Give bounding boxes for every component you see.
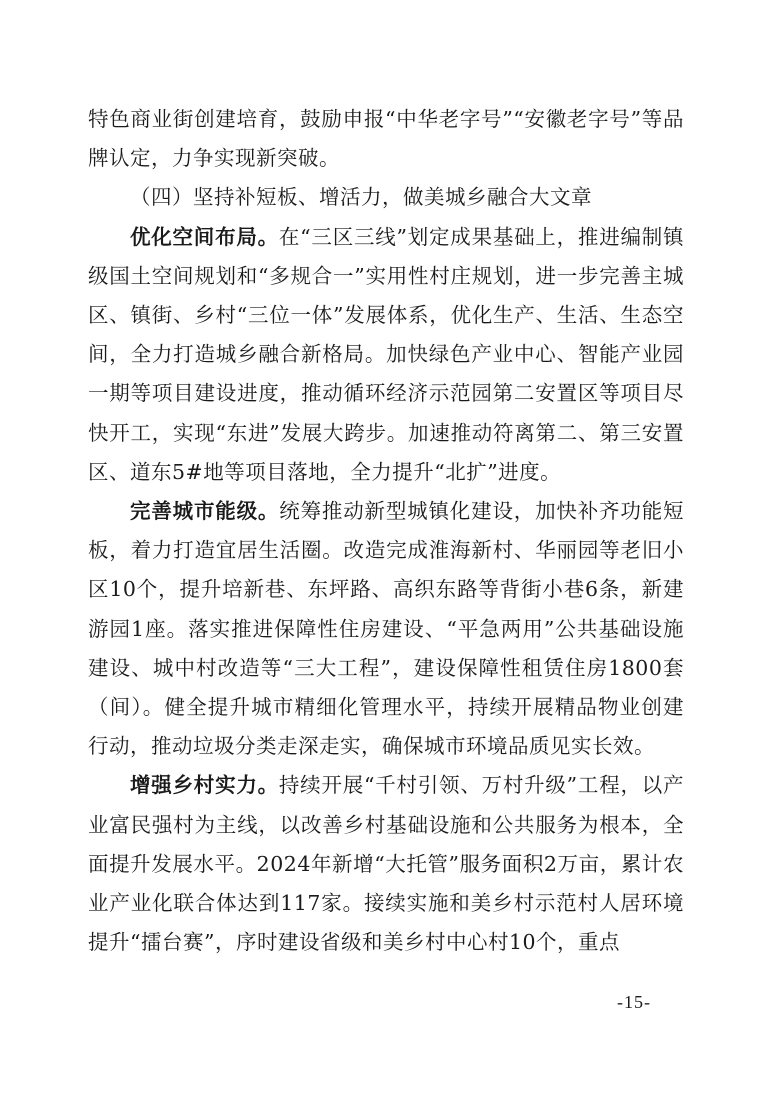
paragraph-text: 持续开展“千村引领、万村升级”工程，以产业富民强村为主线，以改善乡村基础设施和公共服务为根本，全面提升发展水平。2024年新增“大托管”服务面积2万亩，累计农业产业化联合体达到117家。接续实施和美乡村示范村人居环境提升“擂台赛”，序时建设省级和美乡村中心村10个，重点 (88, 773, 685, 955)
paragraph-city (88, 492, 684, 766)
paragraph-continuation (88, 100, 684, 178)
paragraph-lead: 优化空间布局。 (130, 224, 279, 249)
paragraph-text: 在“三区三线”划定成果基础上，推进编制镇级国土空间规划和“多规合一”实用性村庄规划，进一步完善主城区、镇街、乡村“三位一体”发展体系，优化生产、生活、生态空间，全力打造城乡融合新格局。加快绿色产业中心、智能产业园一期等项目建设进度，推动循环经济示范园第二安置区等项目尽快开工，实现“东进”发展大跨步。加速推动符离第二、第三安置区、道东5#地等项目落地，全力提升“北扩”进度。 (88, 224, 685, 484)
page-number: -15- (617, 992, 651, 1012)
paragraph-text: 统筹推动新型城镇化建设，加快补齐功能短板，着力打造宜居生活圈。改造完成淮海新村、华丽园等老旧小区10个，提升培新巷、东坪路、高织东路等背街小巷6条，新建游园1座。落实推进保障性住房建设、“平急两用”公共基础设施建设、城中村改造等“三大工程”，建设保障性租赁住房1800套（间）。健全提升城市精细化管理水平，持续开展精品物业创建行动，推动垃圾分类走深走实，确保城市环境品质见实长效。 (88, 499, 685, 759)
section-heading (88, 178, 684, 217)
heading-text: （四）坚持补短板、增活力，做美城乡融合大文章 (130, 185, 592, 210)
document-page (88, 100, 684, 962)
paragraph-lead: 完善城市能级。 (130, 499, 280, 524)
paragraph-layout (88, 218, 684, 492)
paragraph-text: 特色商业街创建培育，鼓励申报“中华老字号”“安徽老字号”等品牌认定，力争实现新突破。 (88, 107, 684, 171)
paragraph-village (88, 766, 684, 962)
paragraph-lead: 增强乡村实力。 (130, 773, 279, 798)
